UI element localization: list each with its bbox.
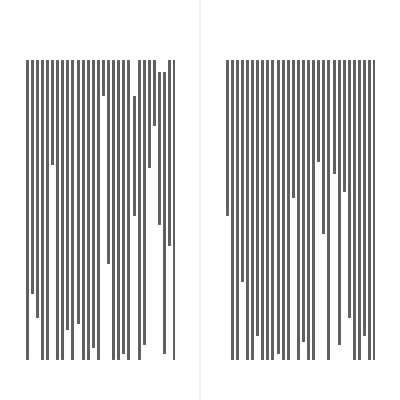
left-page-text-column <box>132 60 134 360</box>
text-line <box>271 60 274 360</box>
left-page-text-column <box>35 60 37 360</box>
text-line <box>163 72 166 354</box>
text-line <box>287 60 290 360</box>
left-page-text-column <box>86 60 88 360</box>
left-page-text-column <box>153 60 155 360</box>
text-line <box>343 60 346 192</box>
text-line <box>173 60 175 360</box>
left-page-text-column <box>137 60 139 360</box>
right-page-text-column <box>286 60 288 360</box>
text-line <box>168 60 171 246</box>
text-line <box>236 60 239 360</box>
left-page-text-column <box>56 60 58 360</box>
left-page-text-column <box>122 60 124 360</box>
text-line <box>41 60 44 360</box>
text-line <box>26 60 29 360</box>
right-page-text-column <box>373 60 375 360</box>
right-page-text-column <box>281 60 283 360</box>
right-page-text-column <box>225 60 227 360</box>
text-line <box>317 60 320 162</box>
right-page-text-column <box>317 60 319 360</box>
right-page-text-column <box>256 60 258 360</box>
text-line <box>348 60 351 318</box>
left-page-text-column <box>61 60 63 360</box>
text-line <box>92 60 95 348</box>
text-line <box>122 60 125 354</box>
text-line <box>56 60 59 360</box>
right-page-text-column <box>230 60 232 360</box>
text-line <box>87 60 90 360</box>
left-page-text-column <box>158 60 160 360</box>
text-line <box>333 60 336 174</box>
right-page-text-column <box>322 60 324 360</box>
left-page-text-column <box>107 60 109 360</box>
text-line <box>31 60 34 294</box>
right-page-text-column <box>347 60 349 360</box>
text-line <box>246 60 249 360</box>
text-line <box>363 60 366 336</box>
right-page-text-column <box>337 60 339 360</box>
text-line <box>297 60 300 360</box>
left-page-text-column <box>25 60 27 360</box>
text-line <box>153 60 156 126</box>
text-line <box>327 60 330 360</box>
text-line <box>112 60 115 360</box>
text-line <box>97 60 100 360</box>
left-page-text-column <box>76 60 78 360</box>
text-line <box>251 60 254 360</box>
text-line <box>148 60 151 168</box>
text-line <box>61 60 64 360</box>
text-line <box>51 60 54 165</box>
left-page-text-column <box>51 60 53 360</box>
text-line <box>143 60 146 345</box>
text-line <box>307 60 310 360</box>
right-page-text-column <box>307 60 309 360</box>
right-page-text-column <box>358 60 360 360</box>
left-page-text-column <box>163 60 165 360</box>
text-line <box>102 60 105 96</box>
left-page-text-column <box>147 60 149 360</box>
text-line <box>46 60 49 360</box>
right-page-text-column <box>312 60 314 360</box>
text-line <box>107 60 110 264</box>
text-line <box>231 60 234 360</box>
right-page-text-column <box>332 60 334 360</box>
text-line <box>322 60 325 234</box>
right-page-text-column <box>251 60 253 360</box>
right-page-body-text <box>225 60 375 360</box>
text-line <box>373 60 375 360</box>
text-line <box>261 60 264 360</box>
text-line <box>292 60 295 198</box>
right-page <box>200 0 400 400</box>
left-page-text-column <box>30 60 32 360</box>
right-page-text-column <box>271 60 273 360</box>
right-page-text-column <box>240 60 242 360</box>
text-line <box>117 60 120 360</box>
left-page-text-column <box>97 60 99 360</box>
text-line <box>226 60 229 216</box>
right-page-text-column <box>363 60 365 360</box>
left-page-text-column <box>40 60 42 360</box>
text-line <box>282 60 285 360</box>
left-page-text-column <box>102 60 104 360</box>
left-page-text-column <box>168 60 170 360</box>
right-page-text-column <box>302 60 304 360</box>
left-page-text-column <box>127 60 129 360</box>
right-page-text-column <box>235 60 237 360</box>
text-line <box>71 60 74 360</box>
text-line <box>338 60 341 345</box>
text-line <box>302 60 305 342</box>
text-line <box>77 60 80 324</box>
right-page-text-column <box>266 60 268 360</box>
text-line <box>138 60 141 360</box>
text-line <box>353 60 356 360</box>
left-page-text-column <box>81 60 83 360</box>
left-page-text-column <box>66 60 68 360</box>
text-line <box>256 60 259 336</box>
left-page-text-column <box>91 60 93 360</box>
text-line <box>82 60 85 360</box>
right-page-text-column <box>246 60 248 360</box>
right-page-text-column <box>297 60 299 360</box>
text-line <box>66 60 69 330</box>
right-page-text-column <box>368 60 370 360</box>
text-line <box>133 96 136 216</box>
text-line <box>127 60 130 360</box>
text-line <box>312 60 315 360</box>
text-line <box>358 60 361 360</box>
right-page-text-column <box>291 60 293 360</box>
left-page-body-text <box>25 60 175 360</box>
right-page-text-column <box>276 60 278 360</box>
right-page-text-column <box>353 60 355 360</box>
right-page-text-column <box>342 60 344 360</box>
left-page-text-column <box>71 60 73 360</box>
text-line <box>277 60 280 354</box>
text-line <box>36 60 39 318</box>
right-page-text-column <box>327 60 329 360</box>
text-line <box>158 72 161 225</box>
text-line <box>241 60 244 282</box>
left-page-text-column <box>173 60 175 360</box>
text-line <box>368 60 371 360</box>
right-page-text-column <box>261 60 263 360</box>
text-line <box>266 60 269 360</box>
left-page-text-column <box>117 60 119 360</box>
left-page-text-column <box>46 60 48 360</box>
left-page-text-column <box>142 60 144 360</box>
left-page-text-column <box>112 60 114 360</box>
